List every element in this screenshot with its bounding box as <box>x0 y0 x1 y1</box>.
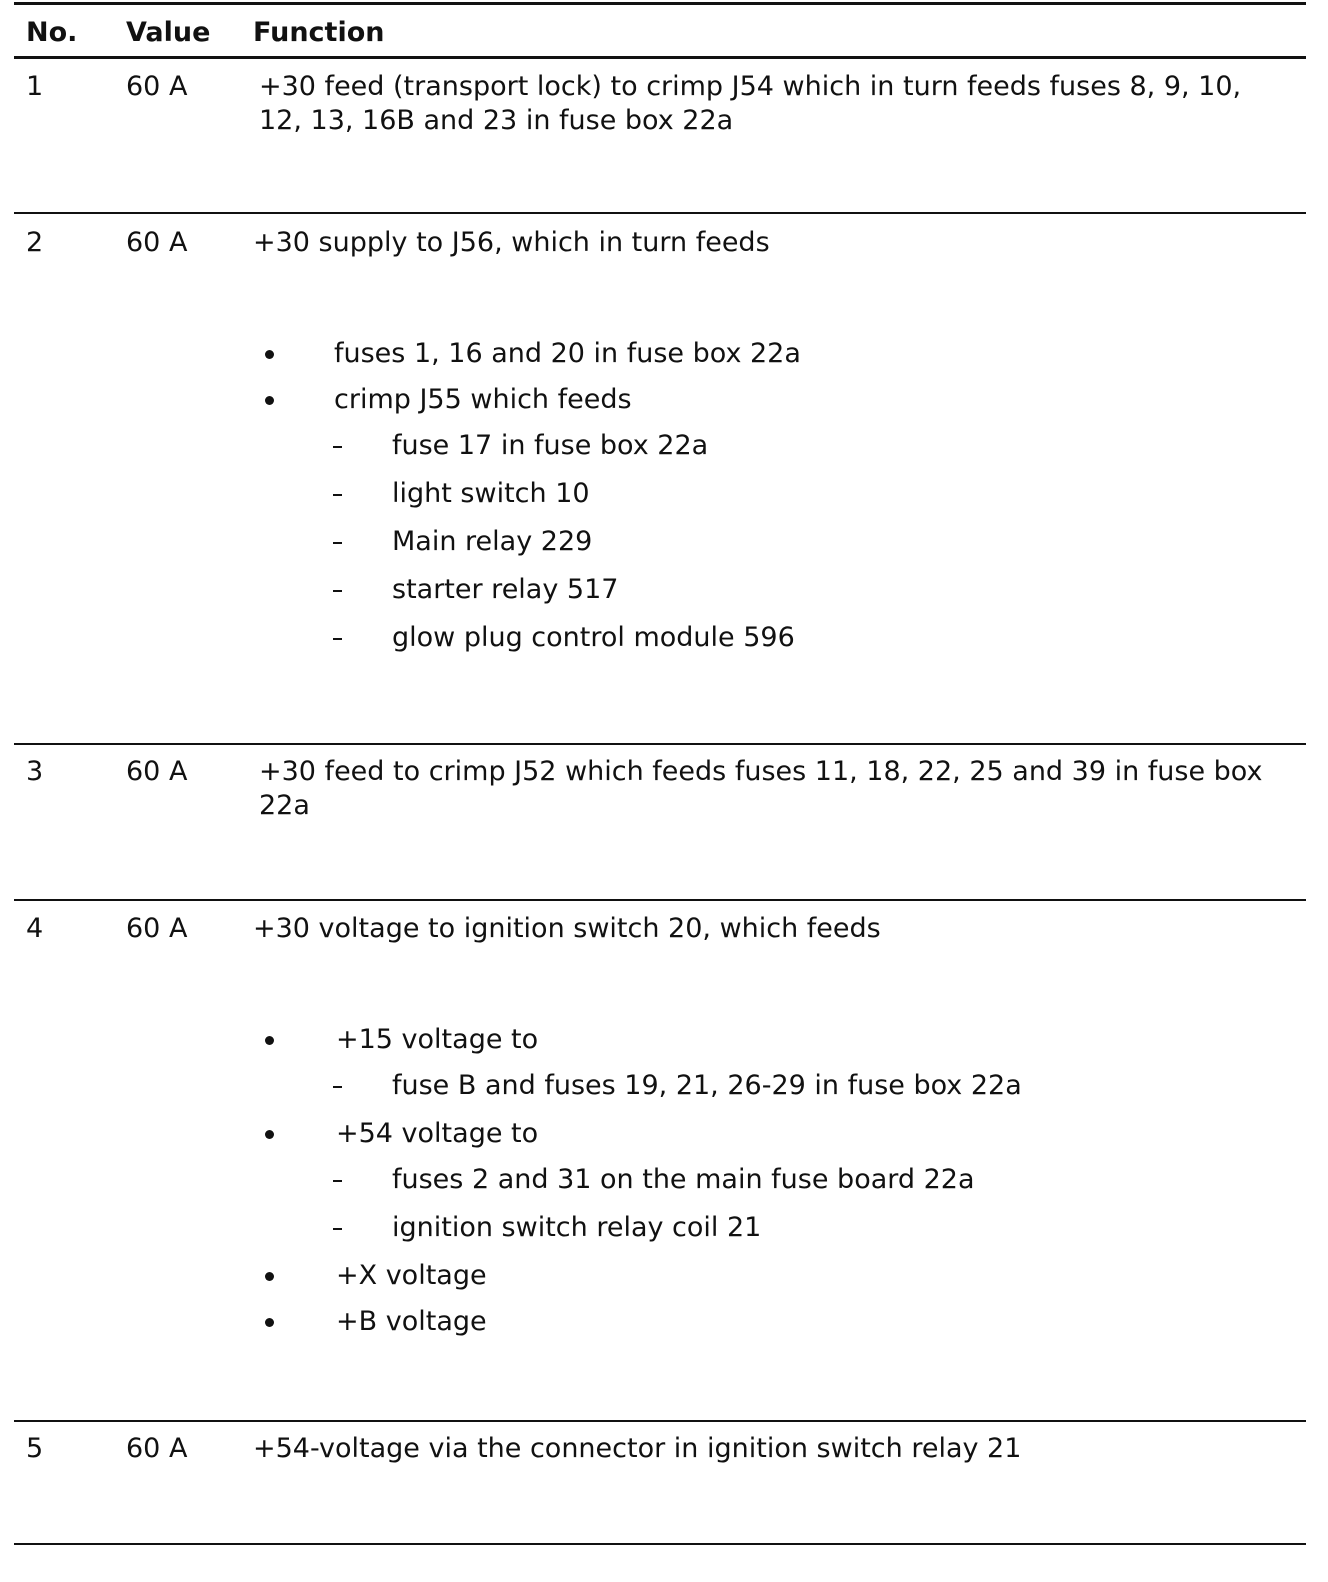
dash-icon <box>333 446 342 448</box>
row-function: +30 feed to crimp J52 which feeds fuses 11, 18, 22, 25 and 39 in fuse box 22a <box>259 756 1263 821</box>
sub-item: light switch 10 <box>392 478 590 509</box>
row-no: 4 <box>26 913 44 944</box>
dash-icon <box>333 542 342 544</box>
sub-item: fuse 17 in fuse box 22a <box>392 430 709 461</box>
dash-icon <box>333 494 342 496</box>
table-top-rule <box>14 2 1306 5</box>
bullet-item: fuses 1, 16 and 20 in fuse box 22a <box>334 338 801 369</box>
dash-icon <box>333 590 342 592</box>
header-value: Value <box>126 17 211 48</box>
row-value: 60 A <box>126 71 188 102</box>
row-divider <box>14 1543 1306 1545</box>
row-value: 60 A <box>126 913 188 944</box>
header-rule <box>14 56 1306 59</box>
dash-icon <box>333 1228 342 1230</box>
dash-icon <box>333 1180 342 1182</box>
row-divider <box>14 1420 1306 1422</box>
header-no: No. <box>26 17 78 48</box>
dash-icon <box>333 1086 342 1088</box>
bullet-item: +B voltage <box>336 1306 487 1337</box>
sub-item: fuse B and fuses 19, 21, 26-29 in fuse box 22a <box>392 1070 1022 1101</box>
sub-item: ignition switch relay coil 21 <box>392 1212 762 1243</box>
row-divider <box>14 743 1306 745</box>
sub-item: Main relay 229 <box>392 526 593 557</box>
row-divider <box>14 212 1306 214</box>
row-no: 1 <box>26 71 44 102</box>
sub-item: fuses 2 and 31 on the main fuse board 22a <box>392 1164 975 1195</box>
row-function: +30 feed (transport lock) to crimp J54 which in turn feeds fuses 8, 9, 10, 12, 13, 16B and 23 in fuse box 22a <box>259 71 1242 136</box>
dash-icon <box>333 638 342 640</box>
row-no: 5 <box>26 1433 44 1464</box>
row-function: +54-voltage via the connector in ignition switch relay 21 <box>253 1433 1022 1464</box>
bullet-icon <box>265 1272 274 1281</box>
row-value: 60 A <box>126 1433 188 1464</box>
bullet-icon <box>265 1130 274 1139</box>
bullet-item: +15 voltage to <box>336 1024 539 1055</box>
header-function: Function <box>253 17 385 48</box>
bullet-item: +54 voltage to <box>336 1118 539 1149</box>
bullet-icon <box>265 1036 274 1045</box>
row-value: 60 A <box>126 756 188 787</box>
bullet-icon <box>265 350 274 359</box>
bullet-item: +X voltage <box>336 1260 487 1291</box>
sub-item: glow plug control module 596 <box>392 622 795 653</box>
bullet-icon <box>265 396 274 405</box>
row-no: 2 <box>26 227 44 258</box>
row-function: +30 voltage to ignition switch 20, which feeds <box>253 913 881 944</box>
row-divider <box>14 899 1306 901</box>
bullet-item: crimp J55 which feeds <box>334 384 632 415</box>
row-no: 3 <box>26 756 44 787</box>
sub-item: starter relay 517 <box>392 574 619 605</box>
row-value: 60 A <box>126 227 188 258</box>
row-function: +30 supply to J56, which in turn feeds <box>253 227 770 258</box>
bullet-icon <box>265 1318 274 1327</box>
